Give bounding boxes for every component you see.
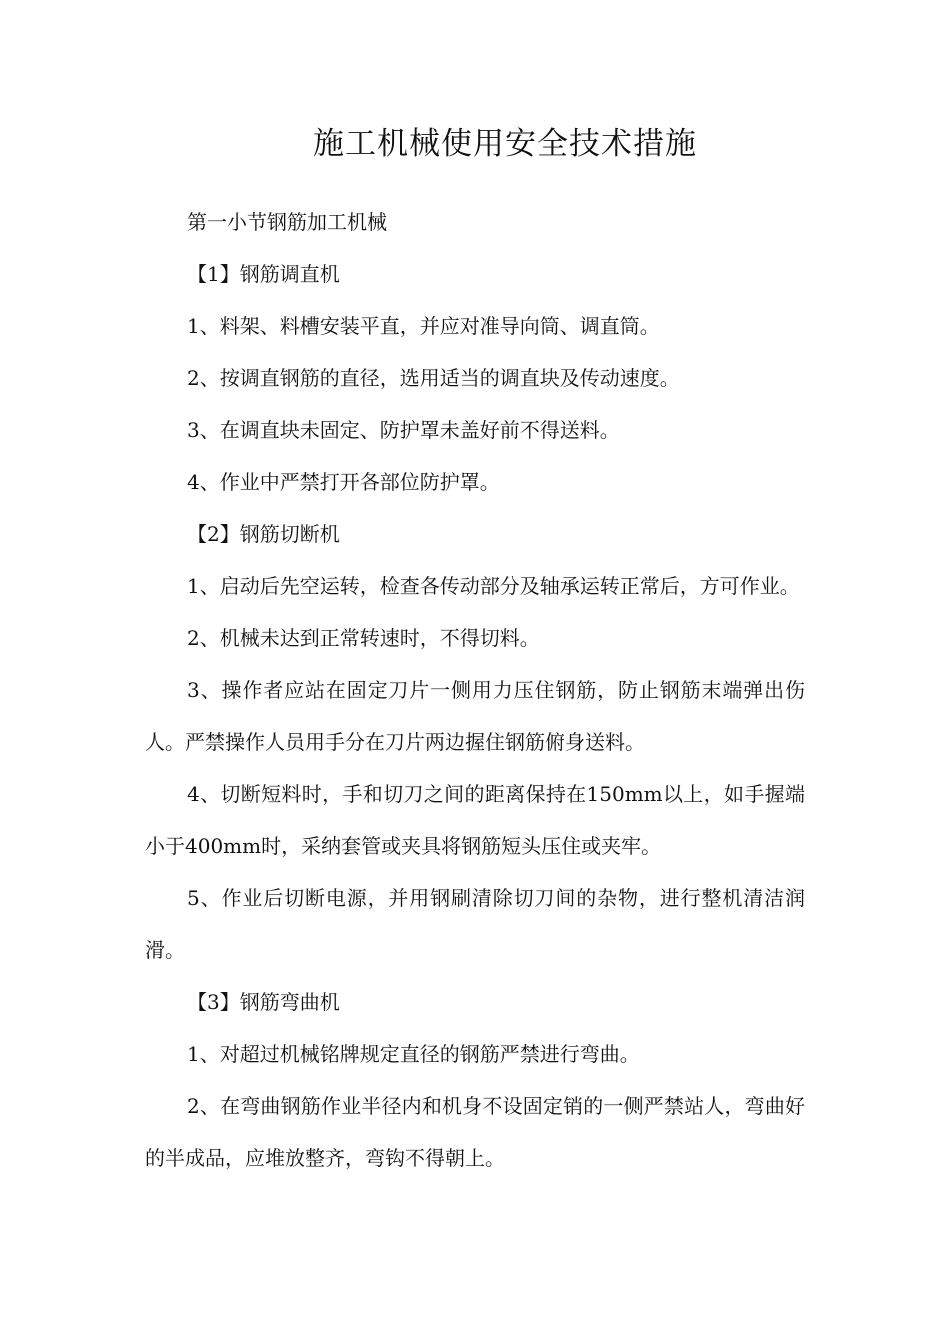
paragraph: 2、机械未达到正常转速时，不得切料。 [187, 626, 540, 650]
paragraph: 1、启动后先空运转，检查各传动部分及轴承运转正常后，方可作业。 [187, 574, 800, 598]
document-title: 施工机械使用安全技术措施 [313, 126, 697, 162]
section-heading: 第一小节钢筋加工机械 [187, 210, 387, 234]
paragraph: 4、作业中严禁打开各部位防护罩。 [187, 470, 500, 494]
paragraph: 1、料架、料槽安装平直，并应对准导向筒、调直筒。 [187, 314, 660, 338]
subheading-bender: 【3】钢筋弯曲机 [187, 990, 340, 1014]
paragraph: 1、对超过机械铭牌规定直径的钢筋严禁进行弯曲。 [187, 1042, 640, 1066]
paragraph: 5、作业后切断电源，并用钢刷清除切刀间的杂物，进行整机清洁润滑。 [145, 886, 805, 962]
document-body [145, 196, 805, 1184]
subheading-straightener: 【1】钢筋调直机 [187, 262, 340, 286]
paragraph: 3、在调直块未固定、防护罩未盖好前不得送料。 [187, 418, 620, 442]
paragraph: 2、在弯曲钢筋作业半径内和机身不设固定销的一侧严禁站人，弯曲好的半成品，应堆放整齐，弯钩不得朝上。 [145, 1094, 805, 1170]
paragraph: 4、切断短料时，手和切刀之间的距离保持在150mm以上，如手握端小于400mm时，采纳套管或夹具将钢筋短头压住或夹牢。 [145, 782, 805, 858]
subheading-cutter: 【2】钢筋切断机 [187, 522, 340, 546]
paragraph: 2、按调直钢筋的直径，选用适当的调直块及传动速度。 [187, 366, 680, 390]
paragraph: 3、操作者应站在固定刀片一侧用力压住钢筋，防止钢筋末端弹出伤人。严禁操作人员用手分在刀片两边握住钢筋俯身送料。 [145, 678, 805, 754]
